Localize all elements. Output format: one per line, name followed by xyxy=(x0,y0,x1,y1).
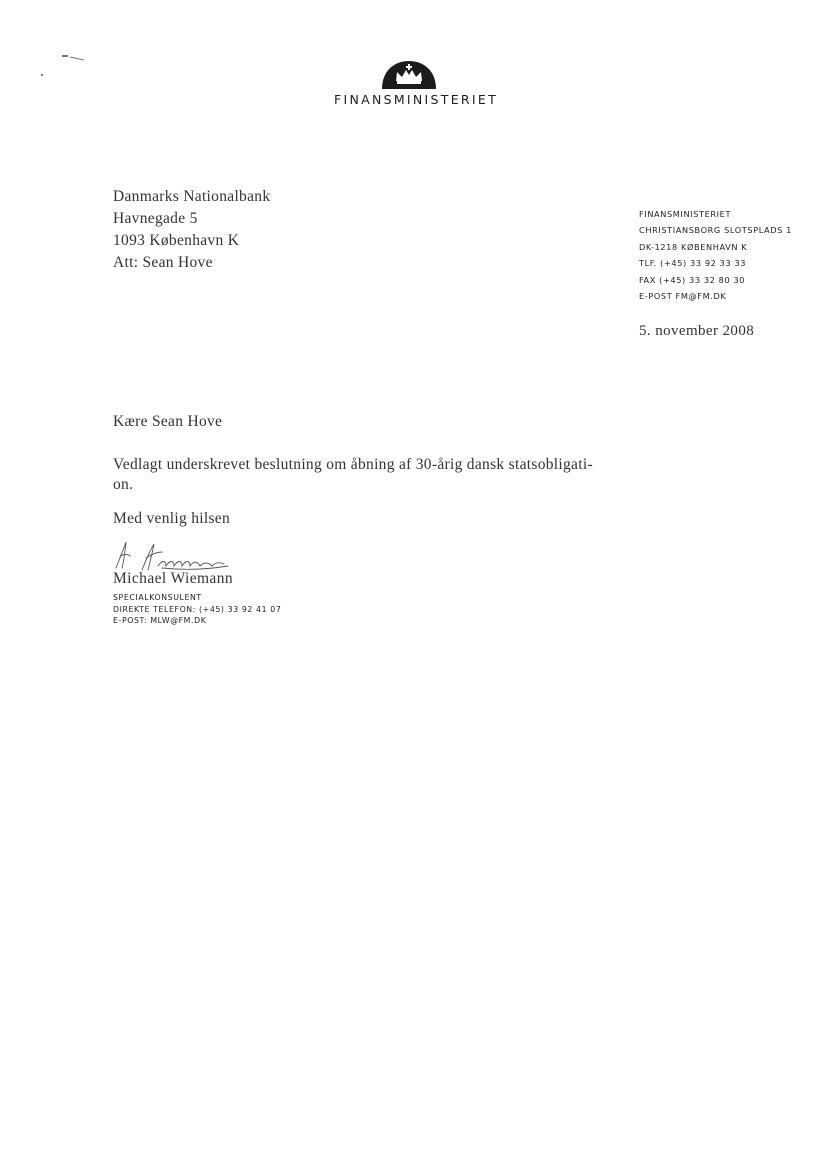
scan-speck xyxy=(62,55,68,57)
body-line: on. xyxy=(113,476,134,493)
letter-body xyxy=(113,455,618,495)
signer-phone: DIREKTE TELEFON: (+45) 33 92 41 07 xyxy=(113,604,282,614)
salutation: Kære Sean Hove xyxy=(113,413,223,430)
sender-line: FAX (+45) 33 32 80 30 xyxy=(639,274,746,285)
sender-line: CHRISTIANSBORG SLOTSPLADS 1 xyxy=(639,225,792,236)
recipient-line: Danmarks Nationalbank xyxy=(113,188,271,205)
sender-line: TLF. (+45) 33 92 33 33 xyxy=(639,258,747,269)
sender-line: E-POST FM@FM.DK xyxy=(639,291,727,302)
recipient-line: Att: Sean Hove xyxy=(113,254,213,271)
body-line: Vedlagt underskrevet beslutning om åbning af 30-årig dansk statsobligati- xyxy=(113,456,593,473)
sender-line: FINANSMINISTERIET xyxy=(639,209,732,219)
letter-date: 5. november 2008 xyxy=(639,323,755,339)
scan-speck xyxy=(41,74,43,76)
recipient-line: Havnegade 5 xyxy=(113,210,198,227)
closing: Med venlig hilsen xyxy=(113,510,231,527)
organization-name: FINANSMINISTERIET xyxy=(333,92,499,107)
signer-name: Michael Wiemann xyxy=(113,570,234,587)
sender-address xyxy=(639,206,792,304)
recipient-line: 1093 København K xyxy=(113,232,240,249)
signer-details xyxy=(113,592,281,627)
recipient-address xyxy=(113,186,270,274)
crown-logo-icon xyxy=(380,59,438,89)
handwritten-signature xyxy=(112,538,232,574)
scan-speck xyxy=(70,57,84,61)
signer-email: E-POST: MLW@FM.DK xyxy=(113,616,207,625)
signer-title: SPECIALKONSULENT xyxy=(113,593,202,602)
sender-line: DK-1218 KØBENHAVN K xyxy=(639,241,748,252)
